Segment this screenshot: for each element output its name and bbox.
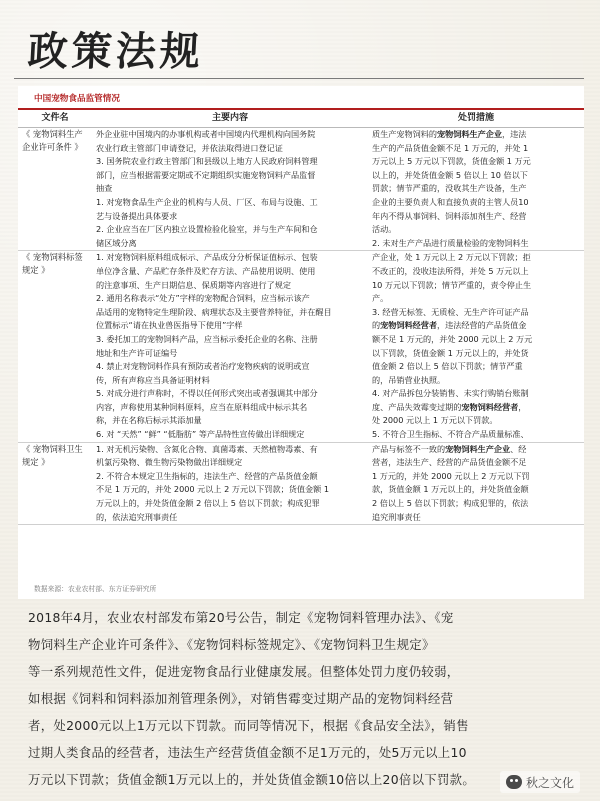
emphasis-term: 宠物饲料生产企业 (437, 129, 503, 139)
commentary-line: 等一系列规范性文件，促进宠物食品行业健康发展。但整体处罚力度仍较弱， (28, 664, 460, 679)
table-text-line: 万元以上的，并处货值金额 2 倍以上 5 倍以下罚款；构成犯罪 (96, 498, 320, 509)
table-text-line: 企业许可条件 》 (22, 142, 83, 152)
table-text-line: 2 倍以上 5 倍以下罚款；构成犯罪的，依法 (372, 498, 529, 509)
regulation-table (18, 110, 584, 525)
table-text-line: 处 2000 元以上 1 万元以下罚款。 (372, 415, 498, 426)
document-name-cell (18, 251, 92, 442)
table-text-line: 艺与设备提出具体要求 (96, 210, 178, 221)
table-row (18, 442, 584, 525)
table-text-line: 1. 对宠物食品生产企业的机构与人员、厂区、布局与设施、工 (96, 196, 318, 207)
watermark (500, 771, 580, 793)
table-text-line: 的宠物饲料经营者，违法经营的产品货值金 (372, 320, 527, 331)
table-text-line: 6. 对 “天然” “鲜” “低脂肪” 等产品特性宣传做出详细规定 (96, 429, 305, 440)
penalty-cell (368, 442, 584, 525)
table-text-line: 的注意事项、生产日期信息、保质期等内容进行了规定 (96, 279, 292, 290)
table-text-line: 2. 企业应当在厂区内独立设置检验化验室，并与生产车间和仓 (96, 224, 318, 235)
table-text-line: 活动。 (372, 224, 397, 235)
table-text-line: 5. 对成分进行声称时，不得以任何形式突出或者强调其中部分 (96, 388, 318, 399)
data-source-note: 数据来源：农业农村部、东方证券研究所 (34, 585, 157, 593)
table-text-line: 10 万元以下罚款；情节严重的，责令停止生 (372, 279, 532, 290)
table-text-line: 追究刑事责任 (372, 511, 421, 522)
table-header-row (18, 110, 584, 128)
commentary-text (28, 604, 584, 793)
table-text-line: 产品与标签不一致的宠物饲料生产企业、经 (372, 443, 527, 454)
table-text-line: 规定 》 (22, 265, 50, 276)
table-text-line: 产企业，处 1 万元以上 2 万元以下罚款；拒 (372, 252, 531, 263)
commentary-line: 物饲料生产企业许可条件》、《宠物饲料标签规定》、《宠物饲料卫生规定》 (28, 637, 435, 652)
table-text-line: 内容，声称使用某种饲料原料，应当在原料组成中标示其名 (96, 401, 308, 412)
table-text-line: 2. 通用名称表示“处方”字样的宠物配合饲料，应当标示该产 (96, 293, 310, 304)
table-text-line: 罚款；情节严重的，没收其生产设备，生产 (372, 183, 527, 194)
commentary-line: 过期人类食品的经营者，违法生产经营货值金额不足1万元的，处5万元以上10 (28, 745, 467, 760)
table-text-line: 以下罚款，货值金额 1 万元以上的，并处货 (372, 347, 529, 358)
penalty-cell (368, 251, 584, 442)
table-text-line: 额不足 1 万元的，并处 2000 元以上 2 万元 (372, 333, 533, 344)
header-main: 主要内容 (92, 110, 368, 128)
table-text-line: 产。 (372, 293, 389, 304)
header-penalty: 处罚措施 (368, 110, 584, 128)
table-text-line: 4. 禁止对宠物饲料作具有预防或者治疗宠物疾病的说明或宣 (96, 361, 310, 372)
wechat-icon (506, 775, 522, 789)
table-text-line: 4. 对产品拆包分装销售、未实行购销台账制 (372, 388, 529, 399)
table-text-line: 的，吊销营业执照。 (372, 374, 446, 385)
emphasis-term: 宠物饲料经营者 (461, 401, 519, 412)
table-text-line: 2. 未对生产产品进行质量检验的宠物饲料生 (372, 237, 529, 248)
main-content-cell (92, 251, 368, 442)
table-text-line: 值金额 2 倍以上 5 倍以下罚款；情节严重 (372, 361, 523, 372)
table-body (18, 128, 584, 525)
table-text-line: 农业行政主管部门申请登记，并依法取得进口登记证 (96, 142, 283, 153)
table-text-line: 万元以上 5 万元以下罚款，货值金额 1 万元 (372, 156, 531, 167)
table-text-line: 地址和生产许可证编号 (96, 347, 178, 358)
table-text-line: 《 宠物饲料卫生 (22, 443, 83, 454)
table-text-line: 质生产宠物饲料的宠物饲料生产企业，违法 (372, 129, 527, 139)
document-name-cell (18, 442, 92, 525)
table-text-line: 5. 不符合卫生指标、不符合产品质量标准、 (372, 429, 529, 440)
penalty-cell (368, 128, 584, 251)
watermark-text: 秋之文化 (526, 775, 575, 790)
table-text-line: 《 宠物饲料标签 (22, 252, 83, 263)
table-text-line: 年内不得从事饲料、饲料添加剂生产、经营 (372, 210, 527, 221)
emphasis-term: 宠物饲料生产企业 (445, 443, 511, 454)
table-text-line: 3. 国务院农业行政主管部门和县级以上地方人民政府饲料管理 (96, 156, 318, 167)
main-content-cell (92, 442, 368, 525)
table-text-line: 传，所有声称应当具备证明材料 (96, 374, 210, 385)
title-divider (14, 78, 584, 79)
table-text-line: 的，依法追究刑事责任 (96, 511, 178, 522)
report-subtitle: 中国宠物食品监管情况 (34, 94, 120, 104)
table-text-line: 度、产品失效霉变过期的宠物饲料经营者， (372, 401, 527, 412)
table-text-line: 品适用的宠物特定生理阶段、病理状态及主要营养特征，并在醒目 (96, 306, 332, 317)
commentary-line: 万元以下罚款；货值金额1万元以上的，并处货值金额10倍以上20倍以下罚款。 (28, 772, 476, 787)
emphasis-term: 宠物饲料经营者 (380, 320, 438, 331)
table-text-line: 不足 1 万元的，并处 2000 元以上 2 万元以下罚款；货值金额 1 (96, 484, 330, 495)
table-row (18, 128, 584, 251)
table-text-line: 单位净含量、产品贮存条件及贮存方法、产品使用说明、使用 (96, 265, 316, 276)
page-title: 政策法规 (26, 28, 206, 75)
table-text-line: 《 宠物饲料生产 (22, 129, 83, 139)
table-text-line: 规定 》 (22, 456, 50, 467)
document-name-cell (18, 128, 92, 251)
table-row (18, 251, 584, 442)
commentary-line: 2018年4月，农业农村部发布第20号公告，制定《宠物饲料管理办法》、《宠 (28, 610, 454, 625)
table-text-line: 1 万元的，并处 2000 元以上 2 万元以下罚 (372, 470, 530, 481)
table-text-line: 3. 委托加工的宠物饲料产品，应当标示委托企业的名称、注册 (96, 333, 318, 344)
commentary-line: 者，处2000元以上1万元以下罚款。而同等情况下，根据《食品安全法》，销售 (28, 718, 469, 733)
table-text-line: 以上的，并处货值金额 5 倍以上 10 倍以下 (372, 169, 528, 180)
report-excerpt (18, 86, 584, 599)
table-text-line: 称，并在名称后标示其添加量 (96, 415, 202, 426)
header-name: 文件名 (18, 110, 92, 128)
table-text-line: 不改正的，没收违法所得，并处 5 万元以上 (372, 265, 529, 276)
table-text-line: 生产的产品货值金额不足 1 万元的，并处 1 (372, 142, 529, 153)
table-text-line: 1. 对无机污染物、含氮化合物、真菌毒素、天然植物毒素、有 (96, 443, 318, 454)
table-text-line: 企业的主要负责人和直接负责的主管人员10 (372, 196, 529, 207)
table-text-line: 1. 对宠物饲料原料组成标示、产品成分分析保证值标示、包装 (96, 252, 318, 263)
main-content-cell (92, 128, 368, 251)
commentary-line: 如根据《饲料和饲料添加剂管理条例》，对销售霉变过期产品的宠物饲料经营 (28, 691, 454, 706)
table-text-line: 储区域分离 (96, 237, 137, 248)
table-text-line: 营者，违法生产、经营的产品货值金额不足 (372, 457, 527, 468)
table-text-line: 2. 不符合本规定卫生指标的，违法生产、经营的产品货值金额 (96, 470, 318, 481)
table-text-line: 款，货值金额 1 万元以上的，并处货值金额 (372, 484, 529, 495)
table-text-line: 部门，应当根据需要定期或不定期组织实施宠物饲料产品监督 (96, 169, 316, 180)
table-text-line: 位置标示“请在执业兽医指导下使用”字样 (96, 320, 243, 331)
table-text-line: 3. 经营无标签、无质检、无生产许可证产品 (372, 306, 529, 317)
table-text-line: 机氯污染物、微生物污染物做出详细规定 (96, 457, 243, 468)
table-text-line: 抽查 (96, 183, 113, 194)
table-text-line: 外企业驻中国境内的办事机构或者中国境内代理机构向国务院 (96, 129, 316, 139)
